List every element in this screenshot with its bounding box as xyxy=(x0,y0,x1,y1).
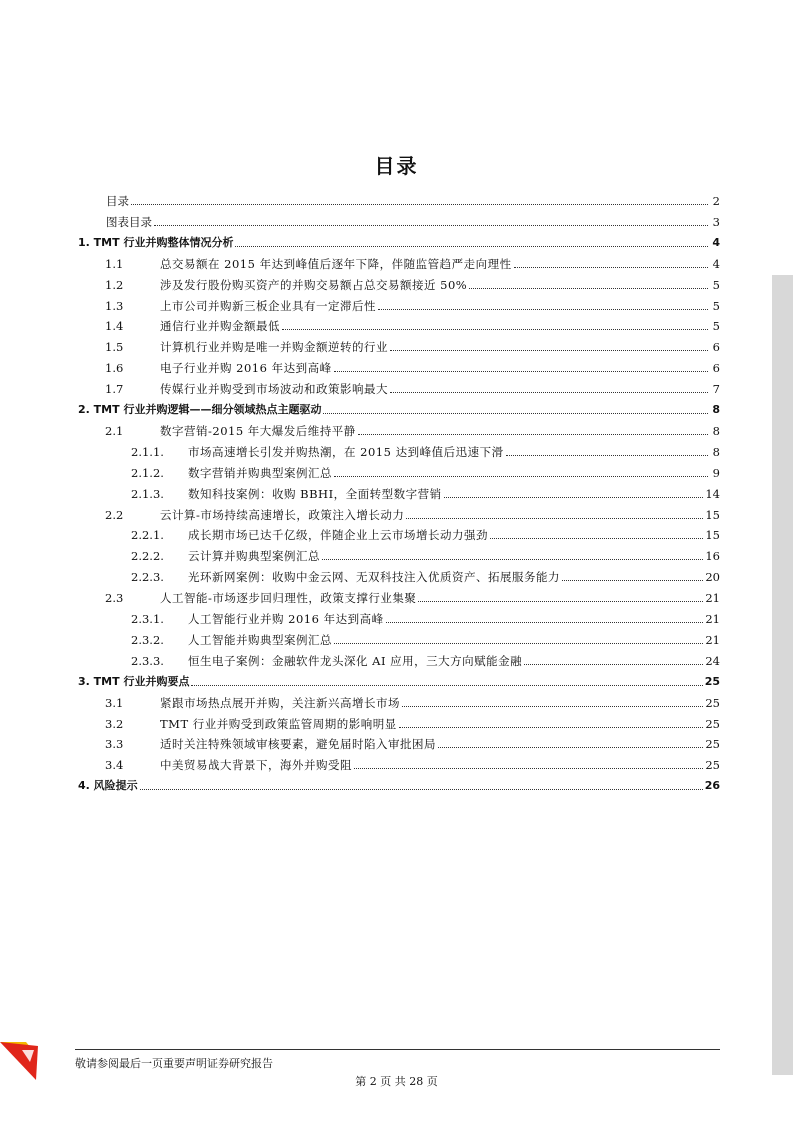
toc-entry-page: 16 xyxy=(705,549,720,564)
toc-entry-page: 6 xyxy=(712,340,720,355)
toc-entry-number: 3.4 xyxy=(105,758,124,773)
toc-leader-dots xyxy=(562,580,703,581)
toc-entry-number: 2.2 xyxy=(105,507,124,522)
toc-leader-dots xyxy=(524,664,703,665)
toc-entry-title: 4. 风险提示 xyxy=(78,779,138,793)
toc-entry[interactable] xyxy=(78,293,720,313)
toc-entry-number: 2.3 xyxy=(105,591,124,606)
toc-leader-dots xyxy=(282,329,708,330)
toc-entry-title: 数知科技案例：收购 BBHI，全面转型数字营销 xyxy=(188,486,442,501)
toc-leader-dots xyxy=(358,434,708,435)
toc-entry-page: 14 xyxy=(705,486,720,501)
toc-entry-number: 2.3.1. xyxy=(131,612,164,626)
toc-entry-title: 人工智能-市场逐步回归理性，政策支撑行业集聚 xyxy=(160,591,417,606)
toc-entry-number: 1.3 xyxy=(105,298,124,313)
toc-leader-dots xyxy=(378,309,708,310)
toc-entry-page: 3 xyxy=(712,214,720,229)
toc-entry-title: 数字营销-2015 年大爆发后维持平静 xyxy=(160,423,356,438)
toc-leader-dots xyxy=(191,685,702,686)
toc-entry-title: 2. TMT 行业并购逻辑——细分领域热点主题驱动 xyxy=(78,403,322,416)
toc-entry-number: 1.2 xyxy=(105,277,124,292)
toc-entry[interactable] xyxy=(78,522,720,542)
toc-entry-page: 5 xyxy=(712,277,720,292)
toc-entry-page: 25 xyxy=(705,716,720,731)
toc-entry[interactable] xyxy=(78,711,720,731)
toc-entry-page: 15 xyxy=(705,507,720,522)
toc-entry-page: 21 xyxy=(705,612,720,626)
toc-entry-title: 1. TMT 行业并购整体情况分析 xyxy=(78,235,234,249)
toc-entry[interactable] xyxy=(78,334,720,354)
toc-entry[interactable] xyxy=(78,251,720,271)
toc-leader-dots xyxy=(399,727,704,728)
toc-entry-page: 9 xyxy=(712,465,720,480)
toc-entry-page: 4 xyxy=(712,256,720,271)
toc-entry[interactable] xyxy=(78,564,720,584)
toc-entry-number: 1.5 xyxy=(105,340,124,355)
page-number: 第 2 页 共 28 页 xyxy=(355,1075,438,1088)
toc-entry-title: 上市公司并购新三板企业具有一定滞后性 xyxy=(160,298,376,313)
toc-leader-dots xyxy=(514,267,708,268)
toc-leader-dots xyxy=(406,518,703,519)
toc-entry[interactable] xyxy=(78,773,720,793)
toc-leader-dots xyxy=(140,789,703,790)
toc-entry-title: 总交易额在 2015 年达到峰值后逐年下降，伴随监管趋严走向理性 xyxy=(160,256,512,271)
toc-leader-dots xyxy=(235,246,708,247)
toc-leader-dots xyxy=(154,225,708,226)
toc-entry-title: 通信行业并购金额最低 xyxy=(160,319,280,334)
toc-entry-number: 2.3.3. xyxy=(131,653,164,668)
toc-entry-page: 21 xyxy=(705,632,720,647)
toc-entry[interactable] xyxy=(78,481,720,501)
toc-entry-number: 2.2.1. xyxy=(131,528,164,543)
page-title: 目录 xyxy=(374,154,419,178)
toc-entry-page: 4 xyxy=(712,235,720,249)
toc-leader-dots xyxy=(354,768,703,769)
toc-entry[interactable] xyxy=(78,439,720,459)
toc-entry-page: 24 xyxy=(705,653,720,668)
toc-entry[interactable] xyxy=(78,313,720,333)
toc-entry[interactable] xyxy=(78,690,720,710)
toc-entry-title: 计算机行业并购是唯一并购金额逆转的行业 xyxy=(160,340,388,355)
toc-entry[interactable] xyxy=(78,752,720,772)
toc-entry[interactable] xyxy=(78,460,720,480)
toc-entry-page: 8 xyxy=(712,403,720,416)
toc-entry-title: 中美贸易战大背景下，海外并购受阻 xyxy=(160,758,352,773)
toc-entry[interactable] xyxy=(78,627,720,647)
toc-entry-page: 25 xyxy=(704,674,720,688)
toc-leader-dots xyxy=(334,643,703,644)
toc-entry-number: 3.3 xyxy=(105,737,124,752)
toc-entry-page: 6 xyxy=(712,361,720,376)
toc-entry[interactable] xyxy=(78,397,720,417)
toc-leader-dots xyxy=(438,747,703,748)
toc-entry-title: 图表目录 xyxy=(106,214,152,229)
toc-entry-number: 3.2 xyxy=(105,716,124,731)
toc-entry-page: 26 xyxy=(704,779,720,793)
toc-entry-page: 25 xyxy=(705,758,720,773)
toc-entry-title: 恒生电子案例：金融软件龙头深化 AI 应用，三大方向赋能金融 xyxy=(188,653,523,668)
toc-entry[interactable] xyxy=(78,355,720,375)
toc-leader-dots xyxy=(402,706,703,707)
toc-entry[interactable] xyxy=(78,188,720,208)
toc-entry-title: 人工智能行业并购 2016 年达到高峰 xyxy=(188,612,384,626)
footer-divider xyxy=(75,1049,720,1050)
toc-leader-dots xyxy=(418,601,703,602)
toc-entry-title: 市场高速增长引发并购热潮，在 2015 达到峰值后迅速下滑 xyxy=(188,444,504,459)
toc-entry-page: 5 xyxy=(712,319,720,334)
toc-entry-title: 涉及发行股份购买资产的并购交易额占总交易额接近 50% xyxy=(160,277,468,292)
toc-entry[interactable] xyxy=(78,376,720,396)
toc-leader-dots xyxy=(334,476,708,477)
toc-entry-title: 云计算-市场持续高速增长，政策注入增长动力 xyxy=(160,507,405,522)
toc-leader-dots xyxy=(506,455,708,456)
toc-leader-dots xyxy=(490,538,703,539)
toc-entry[interactable] xyxy=(78,585,720,605)
toc-entry[interactable] xyxy=(78,209,720,229)
toc-entry-title: 成长期市场已达千亿级，伴随企业上云市场增长动力强劲 xyxy=(188,528,488,543)
toc-leader-dots xyxy=(444,497,704,498)
disclaimer-note: 敬请参阅最后一页重要声明证券研究报告 xyxy=(75,1057,273,1070)
toc-leader-dots xyxy=(131,204,708,205)
toc-entry-number: 2.1.3. xyxy=(131,486,164,501)
toc-entry-page: 2 xyxy=(712,194,720,208)
toc-entry-number: 3.1 xyxy=(105,695,124,710)
toc-leader-dots xyxy=(322,559,703,560)
toc-entry-title: 3. TMT 行业并购要点 xyxy=(78,674,190,688)
toc-entry-number: 1.6 xyxy=(105,361,124,376)
toc-entry-number: 2.2.3. xyxy=(131,570,164,585)
toc-entry[interactable] xyxy=(78,418,720,438)
toc-entry-title: 云计算并购典型案例汇总 xyxy=(188,549,320,564)
toc-entry-title: 光环新网案例：收购中金云网、无双科技注入优质资产、拓展服务能力 xyxy=(188,570,560,585)
toc-entry-page: 21 xyxy=(705,591,720,606)
toc-entry[interactable] xyxy=(78,731,720,751)
toc-leader-dots xyxy=(334,371,708,372)
toc-entry-page: 25 xyxy=(705,695,720,710)
toc-entry-page: 7 xyxy=(712,382,720,397)
toc-entry-number: 2.1 xyxy=(105,423,124,438)
toc-entry-title: 电子行业并购 2016 年达到高峰 xyxy=(160,361,332,376)
toc-entry[interactable] xyxy=(78,272,720,292)
toc-entry-page: 25 xyxy=(705,737,720,752)
toc-entry-title: 适时关注特殊领域审核要素，避免届时陷入审批困局 xyxy=(160,737,436,752)
toc-entry-title: 传媒行业并购受到市场波动和政策影响最大 xyxy=(160,382,388,397)
toc-entry-number: 2.1.1. xyxy=(131,444,164,459)
toc-entry-page: 5 xyxy=(712,298,720,313)
toc-entry-page: 15 xyxy=(705,528,720,543)
toc-entry-number: 1.1 xyxy=(105,256,124,271)
toc-entry[interactable] xyxy=(78,606,720,626)
toc-entry-page: 8 xyxy=(712,444,720,459)
toc-entry-title: 目录 xyxy=(106,194,129,208)
toc-entry-page: 20 xyxy=(705,570,720,585)
toc-entry[interactable] xyxy=(78,648,720,668)
toc-entry-title: 数字营销并购典型案例汇总 xyxy=(188,465,332,480)
toc-entry[interactable] xyxy=(78,502,720,522)
toc-leader-dots xyxy=(390,350,708,351)
toc-entry-number: 2.3.2. xyxy=(131,632,164,647)
toc-entry[interactable] xyxy=(78,669,720,689)
toc-leader-dots xyxy=(323,413,708,414)
toc-entry-page: 8 xyxy=(712,423,720,438)
toc-leader-dots xyxy=(390,392,708,393)
toc-entry-number: 2.2.2. xyxy=(131,549,164,564)
toc-leader-dots xyxy=(386,622,704,623)
toc-entry-number: 2.1.2. xyxy=(131,465,164,480)
toc-entry-number: 1.4 xyxy=(105,319,124,334)
toc-entry-title: 紧跟市场热点展开并购，关注新兴高增长市场 xyxy=(160,695,400,710)
toc-entry[interactable] xyxy=(78,230,720,250)
toc-entry-title: TMT 行业并购受到政策监管周期的影响明显 xyxy=(160,716,397,731)
toc-entry[interactable] xyxy=(78,543,720,563)
side-accent-bar xyxy=(772,275,793,1075)
toc-entry-title: 人工智能并购典型案例汇总 xyxy=(188,632,332,647)
toc-entry-number: 1.7 xyxy=(105,382,124,397)
toc-leader-dots xyxy=(469,288,708,289)
